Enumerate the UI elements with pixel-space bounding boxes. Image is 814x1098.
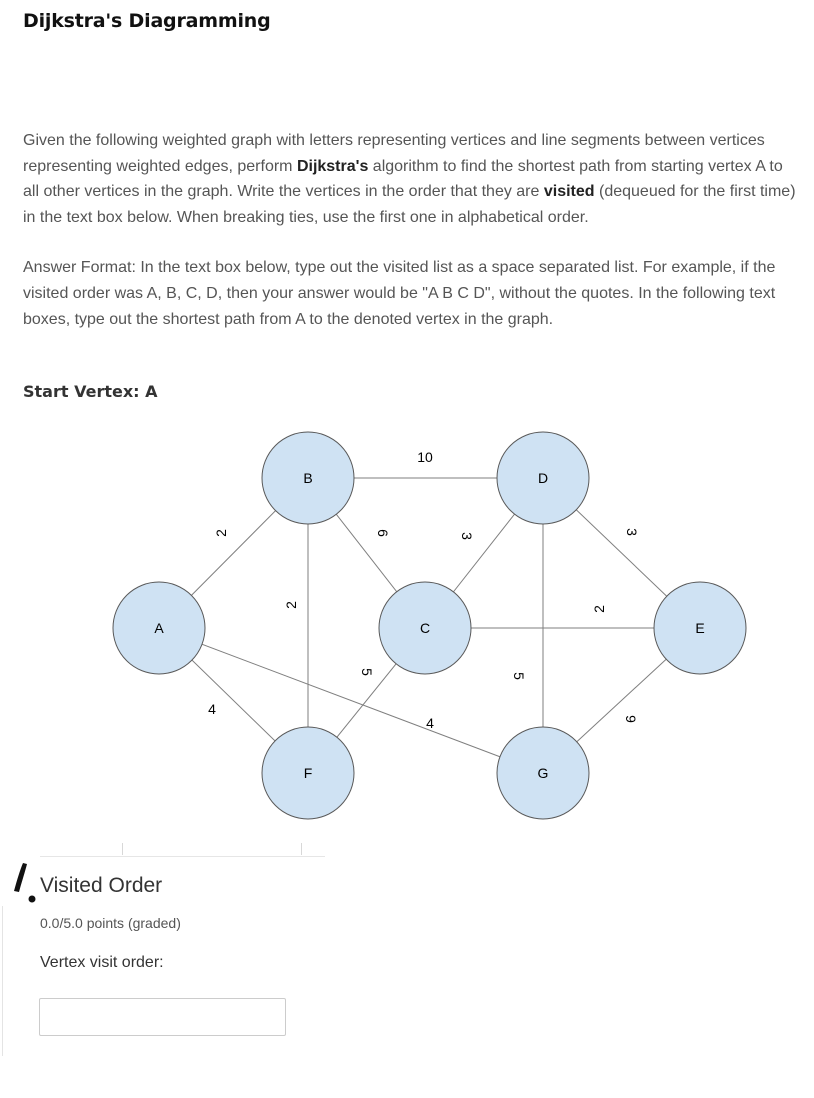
weight-e-g: 9 [623, 715, 639, 723]
vertex-visit-order-label: Vertex visit order: [40, 954, 164, 971]
prompt-text: Given the following weighted graph with letters representing vertices and line segments between vertices representing weighted edges, perform [23, 132, 765, 175]
prompt-bold-visited: visited [543, 183, 595, 201]
vertex-label-f: F [303, 765, 313, 781]
weight-c-d: 3 [459, 532, 475, 540]
prompt-text: algorithm to find the shortest path from starting vertex A to all other vertices in the graph. Write the vertices in the order that they are [23, 157, 783, 201]
weight-b-f: 2 [283, 601, 299, 609]
weight-b-d: 10 [417, 449, 433, 465]
weight-a-f: 4 [208, 701, 216, 717]
start-vertex-heading: Start Vertex: A [23, 382, 158, 401]
graph-node-labels [154, 470, 704, 781]
vertex-label-e: E [695, 620, 705, 636]
edge-a-g [159, 628, 543, 773]
weight-c-f: 5 [359, 668, 375, 676]
prompt-paragraph-answer-format: Answer Format: In the text box below, type out the visited list as a space separated list. For example, if the visited order was A, B, C, D, then your answer would be "A B C D", without the quotes. In the following text boxes, type out the shortest path from A to the denoted vertex in the graph. [23, 259, 776, 328]
question-left-rule [2, 906, 3, 1056]
weight-c-e: 2 [591, 605, 607, 613]
vertex-label-a: A [154, 620, 164, 636]
vertex-label-g: G [537, 765, 549, 781]
prompt-text: (dequeued for the first time) in the text box below. When breaking ties, use the first one in alphabetical order. [23, 183, 796, 226]
divider-tick [301, 843, 302, 855]
exclamation-mark-annotation-icon [6, 860, 38, 904]
page-title: Dijkstra's Diagramming [23, 10, 271, 32]
vertex-label-d: D [537, 470, 549, 486]
weight-a-g: 4 [426, 715, 434, 731]
vertex-visit-order-input[interactable] [39, 998, 286, 1036]
vertex-label-c: C [419, 620, 431, 636]
question-title: Visited Order [40, 874, 163, 897]
weight-a-b: 2 [213, 529, 229, 537]
question-divider [40, 856, 325, 857]
divider-tick [122, 843, 123, 855]
prompt-bold-dijkstras: Dijkstra's [296, 157, 369, 175]
vertex-label-b: B [303, 470, 313, 486]
question-points-status: 0.0/5.0 points (graded) [40, 915, 181, 931]
weight-d-e: 3 [624, 528, 640, 536]
weight-d-g: 5 [511, 672, 527, 680]
weight-b-c: 6 [375, 529, 391, 537]
